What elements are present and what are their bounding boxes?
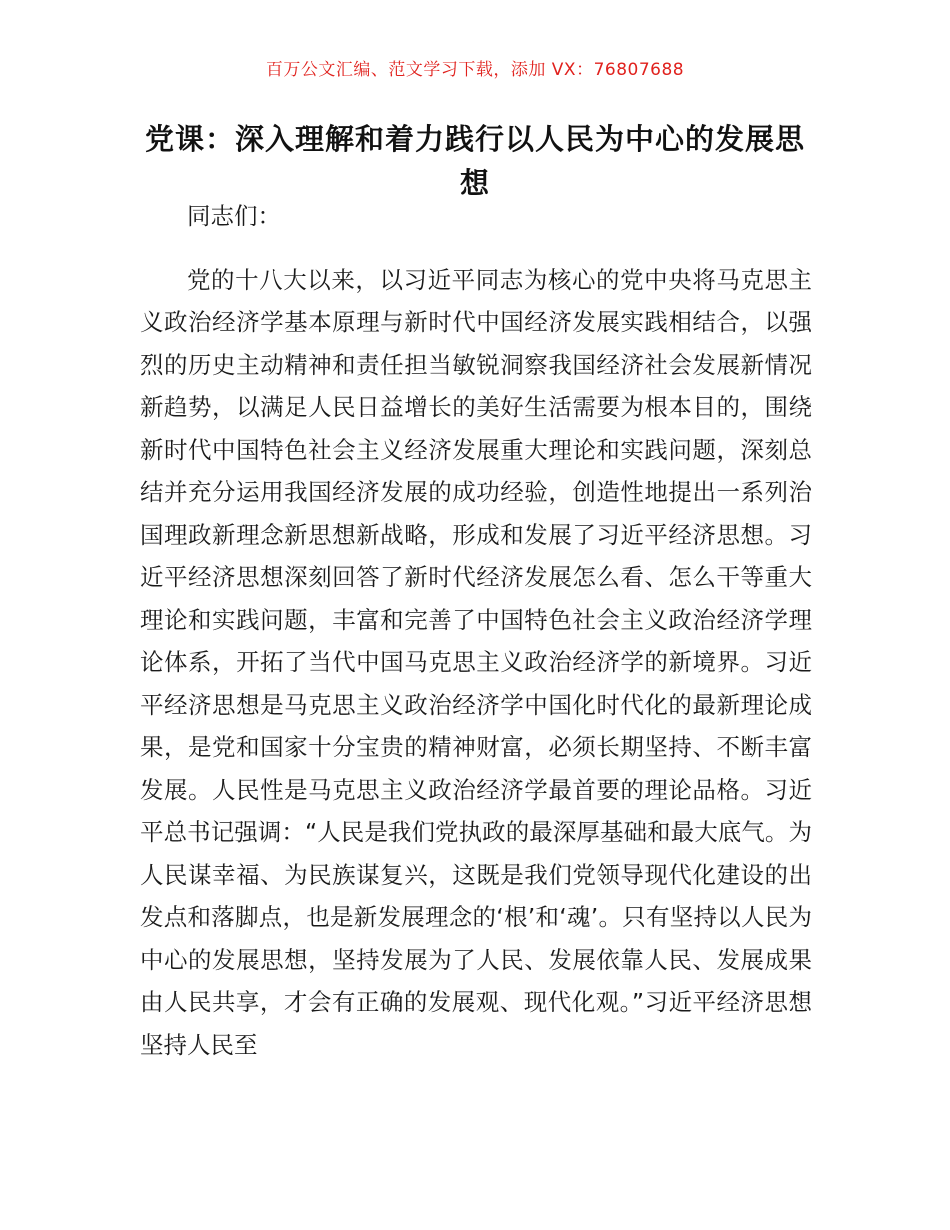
document-title: 党课：深入理解和着力践行以人民为中心的发展思想 [144,122,805,200]
document-body [140,195,812,1066]
header-contact-note: 百万公文汇编、范文学习下载，添加 VX：76807688 [265,60,685,80]
salutation: 同志们： [187,202,281,230]
body-paragraph: 党的十八大以来，以习近平同志为核心的党中央将马克思主义政治经济学基本原理与新时代中国经济发展实践相结合，以强烈的历史主动精神和责任担当敏锐洞察我国经济社会发展新情况新趋势，以满足人民日益增长的美好生活需要为根本目的，围绕新时代中国特色社会主义经济发展重大理论和实践问题，深刻总结并充分运用我国经济发展的成功经验，创造性地提出一系列治国理政新理念新思想新战略，形成和发展了习近平经济思想。习近平经济思想深刻回答了新时代经济发展怎么看、怎么干等重大理论和实践问题，丰富和完善了中国特色社会主义政治经济学理论体系，开拓了当代中国马克思主义政治经济学的新境界。习近平经济思想是马克思主义政治经济学中国化时代化的最新理论成果，是党和国家十分宝贵的精神财富，必须长期坚持、不断丰富发展。人民性是马克思主义政治经济学最首要的理论品格。习近平总书记强调：“人民是我们党执政的最深厚基础和最大底气。为人民谋幸福、为民族谋复兴，这既是我们党领导现代化建设的出发点和落脚点，也是新发展理念的‘根’和‘魂’。只有坚持以人民为中心的发展思想，坚持发展为了人民、发展依靠人民、发展成果由人民共享，才会有正确的发展观、现代化观。”习近平经济思想坚持人民至 [140,265,812,1059]
